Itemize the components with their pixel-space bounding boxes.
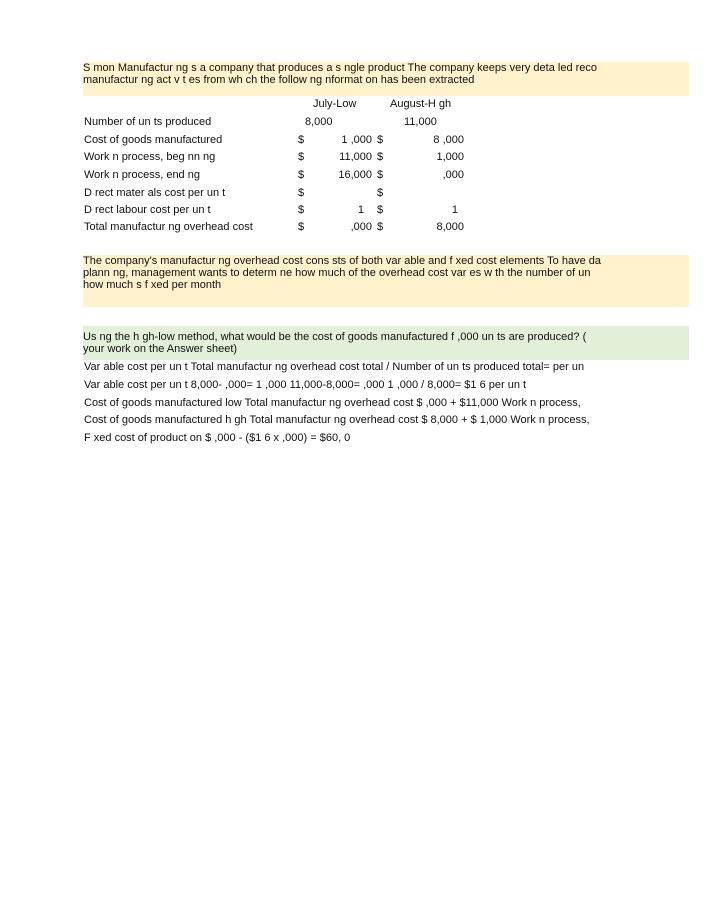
cell-high: 8 ,000 [433,134,464,146]
currency-low: $ [298,187,305,199]
row-label: Total manufactur ng overhead cost [84,221,253,233]
cell-high: 1,000 [436,151,464,163]
column-header-high: August-H gh [390,98,452,110]
cell-high: 8,000 [436,221,464,233]
cell-low: 11,000 [339,151,372,163]
question-line-2: your work on the Answer sheet) [83,343,238,355]
currency-low: $ [298,204,305,216]
answer-line: F xed cost of product on $ ,000 - ($1 6 x ,000) = $60, 0 [84,432,351,444]
row-label: Work n process, beg nn ng [84,151,216,163]
cell-high: 1 [451,204,458,216]
currency-low: $ [298,151,305,163]
answer-line: Cost of goods manufactured h gh Total manufactur ng overhead cost $ 8,000 + $ 1,000 Work n process, [84,414,590,426]
overhead-line-1: The company's manufactur ng overhead cost cons sts of both var able and f xed cost elements To have da [83,255,601,267]
currency-high: $ [377,204,384,216]
currency-high: $ [377,221,384,233]
overhead-line-2: plann ng, management wants to determ ne how much of the overhead cost var es w th the number of un [83,267,591,279]
row-label: D rect mater als cost per un t [84,187,226,199]
overhead-block [83,255,689,307]
cell-low: 1 [357,204,364,216]
answer-line: Var able cost per un t 8,000- ,000= 1 ,000 11,000-8,000= ,000 1 ,000 / 8,000= $1 6 per un t [84,379,527,391]
row-label: Number of un ts produced [84,116,212,128]
intro-block [83,62,689,96]
cell-high: 11,000 [404,116,437,128]
currency-low: $ [298,169,305,181]
answer-line: Cost of goods manufactured low Total manufactur ng overhead cost $ ,000 + $11,000 Work n process, [84,397,581,409]
intro-line-1: S mon Manufactur ng s a company that produces a s ngle product The company keeps very deta led reco [83,62,598,74]
question-block [83,326,689,360]
cell-high: ,000 [442,169,464,181]
row-label: Work n process, end ng [84,169,200,181]
intro-line-2: manufactur ng act v t es from wh ch the follow ng nformat on has been extracted [83,74,475,86]
column-header-low: July-Low [313,98,357,110]
currency-high: $ [377,169,384,181]
currency-low: $ [298,134,305,146]
currency-low: $ [298,221,305,233]
row-label: D rect labour cost per un t [84,204,211,216]
cell-low: 16,000 [338,169,372,181]
overhead-line-3: how much s f xed per month [83,279,222,291]
cell-low: 8,000 [305,116,333,128]
currency-high: $ [377,151,384,163]
currency-high: $ [377,187,384,199]
currency-high: $ [377,134,384,146]
cell-low: ,000 [350,221,372,233]
row-label: Cost of goods manufactured [84,134,223,146]
cell-low: 1 ,000 [341,134,372,146]
question-line-1: Us ng the h gh-low method, what would be the cost of goods manufactured f ,000 un ts are produced? ( [83,331,587,343]
answer-line: Var able cost per un t Total manufactur ng overhead cost total / Number of un ts produced total= per un [84,361,585,373]
